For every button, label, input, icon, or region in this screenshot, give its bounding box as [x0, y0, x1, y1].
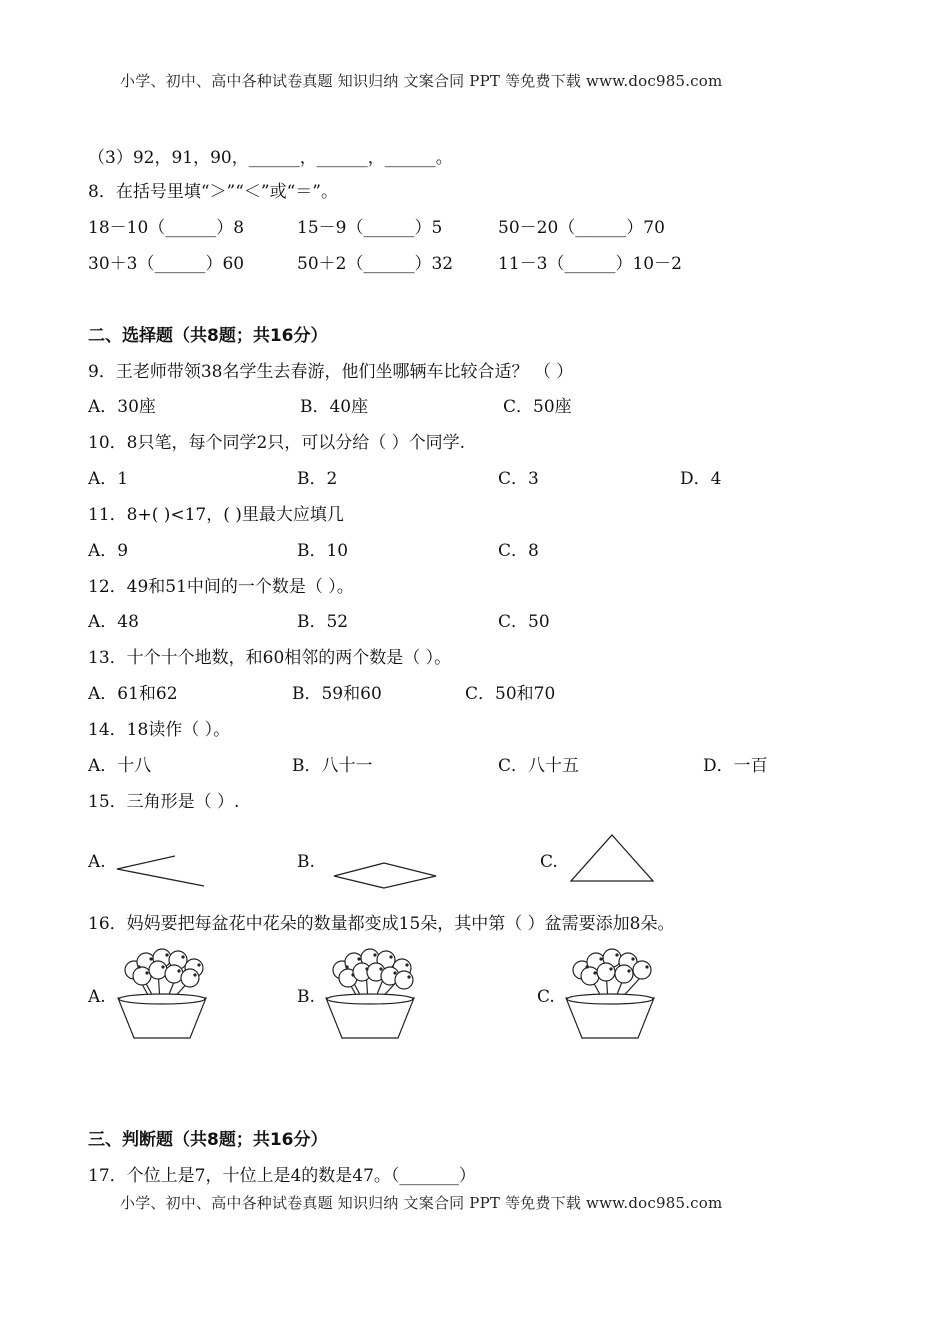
question-10-option-a: A．1 [88, 469, 129, 489]
question-9-option-a: A．30座 [88, 397, 156, 417]
question-13-option-a: A．61和62 [88, 684, 178, 704]
question-11-stem: 11．8+( )<17，( )里最大应填几 [88, 505, 344, 525]
question-10-option-c: C．3 [498, 469, 539, 489]
question-14-option-c: C．八十五 [498, 756, 580, 776]
page-footer: 小学、初中、高中各种试卷真题 知识归纳 文案合同 PPT 等免费下载 www.doc985.com [120, 1194, 723, 1212]
question-10-option-b: B．2 [297, 469, 338, 489]
question-9-stem: 9．王老师带领38名学生去春游，他们坐哪辆车比较合适？ （ ） [88, 362, 574, 382]
question-12-option-a: A．48 [88, 612, 139, 632]
question-14-option-d: D．一百 [703, 756, 768, 776]
triangle-shape-icon [569, 832, 657, 884]
question-13-option-c: C．50和70 [465, 684, 556, 704]
rhombus-shape-icon [332, 860, 440, 892]
section-2-title: 二、选择题（共8题；共16分） [88, 326, 328, 346]
question-14-option-a: A．十八 [88, 756, 152, 776]
flower-pot-c-icon [560, 946, 660, 1066]
flower-pot-b-icon [320, 946, 420, 1066]
question-15-option-a: A. [88, 852, 106, 872]
question-11-option-a: A．9 [88, 541, 129, 561]
question-8-item: 11－3（______）10－2 [498, 254, 682, 274]
question-9-option-c: C．50座 [503, 397, 572, 417]
question-12-option-c: C．50 [498, 612, 550, 632]
question-14-option-b: B．八十一 [292, 756, 373, 776]
section-3-title: 三、判断题（共8题；共16分） [88, 1130, 328, 1150]
question-8-stem: 8．在括号里填“＞”“＜”或“＝”。 [88, 182, 338, 202]
page-header: 小学、初中、高中各种试卷真题 知识归纳 文案合同 PPT 等免费下载 www.doc985.com [120, 72, 723, 90]
question-9-option-b: B．40座 [300, 397, 369, 417]
question-16-option-b: B. [297, 987, 315, 1007]
question-12-option-b: B．52 [297, 612, 349, 632]
question-15-option-b: B. [297, 852, 315, 872]
question-8-item: 18－10（______）8 [88, 218, 245, 238]
question-8-item: 30＋3（______）60 [88, 254, 245, 274]
question-13-option-b: B．59和60 [292, 684, 382, 704]
question-11-option-c: C．8 [498, 541, 539, 561]
question-12-stem: 12．49和51中间的一个数是（ ）。 [88, 577, 354, 597]
question-7-part-3: （3）92，91，90，______，______，______。 [88, 148, 453, 168]
open-angle-shape-icon [115, 852, 210, 892]
question-10-option-d: D．4 [680, 469, 722, 489]
question-14-stem: 14．18读作（ ）。 [88, 720, 231, 740]
question-8-item: 50－20（______）70 [498, 218, 665, 238]
question-16-option-c: C. [537, 987, 555, 1007]
question-10-stem: 10．8只笔，每个同学2只，可以分给（ ）个同学. [88, 433, 466, 453]
question-13-stem: 13．十个十个地数，和60相邻的两个数是（ ）。 [88, 648, 452, 668]
question-15-stem: 15．三角形是（ ）. [88, 792, 240, 812]
question-8-item: 50＋2（______）32 [297, 254, 454, 274]
question-15-option-c: C. [540, 852, 558, 872]
question-16-stem: 16．妈妈要把每盆花中花朵的数量都变成15朵，其中第（ ）盆需要添加8朵。 [88, 914, 675, 934]
flower-pot-a-icon [112, 946, 212, 1066]
question-17-stem: 17．个位上是7，十位上是4的数是47。（_______） [88, 1166, 476, 1186]
question-8-item: 15－9（______）5 [297, 218, 443, 238]
question-11-option-b: B．10 [297, 541, 349, 561]
question-16-option-a: A. [88, 987, 106, 1007]
